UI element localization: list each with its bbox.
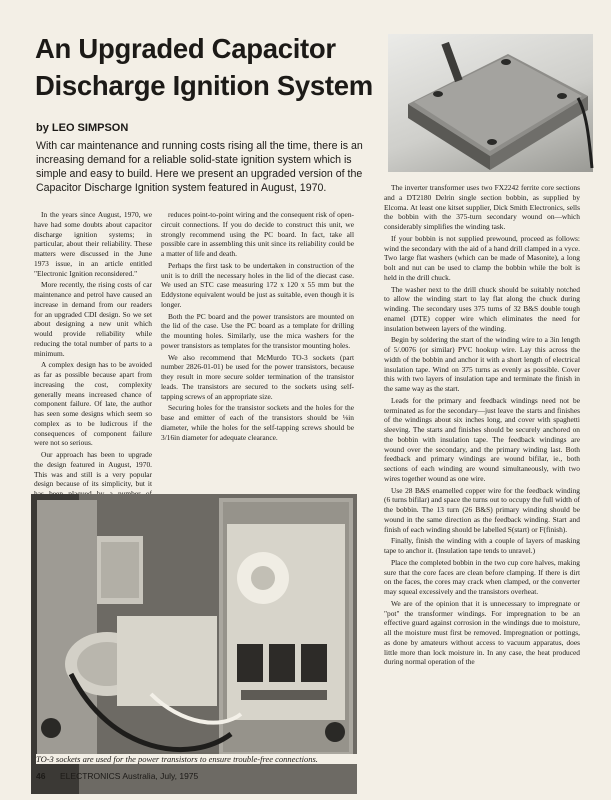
publication-footer: ELECTRONICS Australia, July, 1975 xyxy=(60,771,199,781)
paragraph: Our approach has been to upgrade the design featured in August, 1970. This was and still is a very popular design because of its simplicity, but it xyxy=(34,450,152,489)
body-column-1 xyxy=(34,210,152,489)
paragraph: reduces point-to-point wiring and the consequent risk of open-circuit connections. If you do decide to construct this unit, we strongly recommend using the PC board. In fact, take all possible care in assembling this unit since its reliability could be a matter of life and death. xyxy=(161,210,354,258)
paragraph: Securing holes for the transistor sockets and the holes for the base and emitter of each of the transistors should be ⅛in diameter, while the holes for the self-tapping screws should be 3/16in diameter for adequate clearance. xyxy=(161,403,354,442)
paragraph: Leads for the primary and feedback windings need not be terminated as for the secondary—just leave the starts and finishes of the windings about six inches long, and cover with spaghetti sleeving. The starts and finishes should be securely anchored on the bobbin with insulation tape. The feedback windings are wound over the secondary, and the primary winding last. Both feedback and primary windings are wound bifilar, ie., both sections of each winding are wound simultaneously, with two wires together wound as one wire. xyxy=(384,395,580,483)
body-column-2 xyxy=(161,210,354,485)
body-column-3 xyxy=(384,183,580,783)
paragraph: Both the PC board and the power transistors are mounted on the lid of the case. Use the PC board as a template for drilling the mounting holes. Similarly, use the mica washers for the power transistors as templates for the transistor mounting holes. xyxy=(161,311,354,350)
paragraph: We are of the opinion that it is unnecessary to impregnate or "pot" the transformer windings. For impregnation to be an effective guard against corrosion in the windings due to moisture, all the moisture must first be removed. Impregnation or pottings, as done by amateurs without access to vacuum apparatus, does little more than lock moisture in. In any case, the heat produced during normal operation of the xyxy=(384,598,580,667)
paragraph: In the years since August, 1970, we have had some doubts about capacitor discharge ignition systems; in particular, about their reliability. These matters were discussed in the June 1973 issue, in an article entitled "Electronic Ignition reconsidered." xyxy=(34,210,152,278)
paragraph: The washer next to the drill chuck should be suitably notched to allow the winding start to lay flat along the chuck during winding. The secondary uses 375 turns of 32 B&S double tough enamel (DTE) copper wire which eliminates the need for insulation between layers of the winding. xyxy=(384,284,580,333)
circuit-board-photo xyxy=(31,494,357,794)
intro-paragraph: With car maintenance and running costs rising all the time, there is an increasing demand for a reliable solid-state ignition system which is simple and easy to build. Here we present an upgraded version of the Capacitor Discharge Ignition system featured in August, 1970. xyxy=(36,140,363,194)
paragraph: Perhaps the first task to be undertaken in construction of the unit is to drill the necessary holes in the lid of the diecast case. We used an STC case measuring 172 x 120 x 55 mm but the Eddystone equivalent would be just as suitable, even though it is longer. xyxy=(161,260,354,309)
paragraph: The inverter transformer uses two FX2242 ferrite core sections and a DT2180 Delrin single section bobbin, as supplied by Elcoma. At least one kitset supplier, Dick Smith Electronics, sells the bobbin with the 375-turn secondary wound on—which considerably simplifies the winding task. xyxy=(384,183,580,231)
paragraph: Finally, finish the winding with a couple of layers of masking tape to anchor it. (Insulation tape tends to unravel.) xyxy=(384,536,580,555)
figure-caption: TO-3 sockets are used for the power transistors to ensure trouble-free connections. xyxy=(36,754,376,764)
paragraph: Begin by soldering the start of the winding wire to a 3in length of 5/.0076 (or similar) PVC hookup wire. Lay this across the width of the bobbin and anchor it with a short length of electrical insulation tape. Wind on 375 turns as evenly as possible. Cover this with two layers of insulation tape and terminate the finish in the same way as the start. xyxy=(384,335,580,393)
paragraph: A complex design has to be avoided as far as possible because apart from increasing the cost, complexity generally means increased chance of component failure. Of late, the author has seen some designs which seem so complex as to be ludicrous if the consequences of component failure were not so serious. xyxy=(34,360,152,448)
paragraph: More recently, the rising costs of car maintenance and petrol have caused an increase in demand from our readers for an upgraded CDI design. So we set about designing a new unit which would provide reliability while reducing the total number of parts to a minimum. xyxy=(34,280,152,358)
paragraph: Place the completed bobbin in the two cup core halves, making sure that the core faces are clean before clamping. If there is dirt on the faces, the cores may crack when clamped, or the converter may squeal excessively and the transistors overheat. xyxy=(384,557,580,596)
byline: by LEO SIMPSON xyxy=(36,122,129,134)
page-number: 46 xyxy=(36,771,46,781)
article-title: An Upgraded Capacitor Discharge Ignition System xyxy=(35,33,373,101)
paragraph: We also recommend that McMurdo TO-3 sockets (part number 2826-01-01) be used for the power transistors, because they result in more secure solder termination of the transistor leads. The transistors are secured to the sockets using self-tapping screws of an appropriate size. xyxy=(161,352,354,401)
ignition-unit-photo xyxy=(388,34,593,172)
paragraph: Use 28 B&S enamelled copper wire for the feedback winding (6 turns bifilar) and space the turns out to occupy the full width of the bobbin. The 13 turn (26 B&S) primary winding should be wound in the same direction as the feedback winding. Start and finish of each winding should be labelled S(start) or F(finish). xyxy=(384,485,580,534)
paragraph: If your bobbin is not supplied prewound, proceed as follows: wind the secondary with the aid of a hand drill clamped in a vyce. Two large flat washers (which can be made of Masonite), a long bolt and nut can be used to clamp the bobbin while the bolt is held in the drill chuck. xyxy=(384,233,580,282)
